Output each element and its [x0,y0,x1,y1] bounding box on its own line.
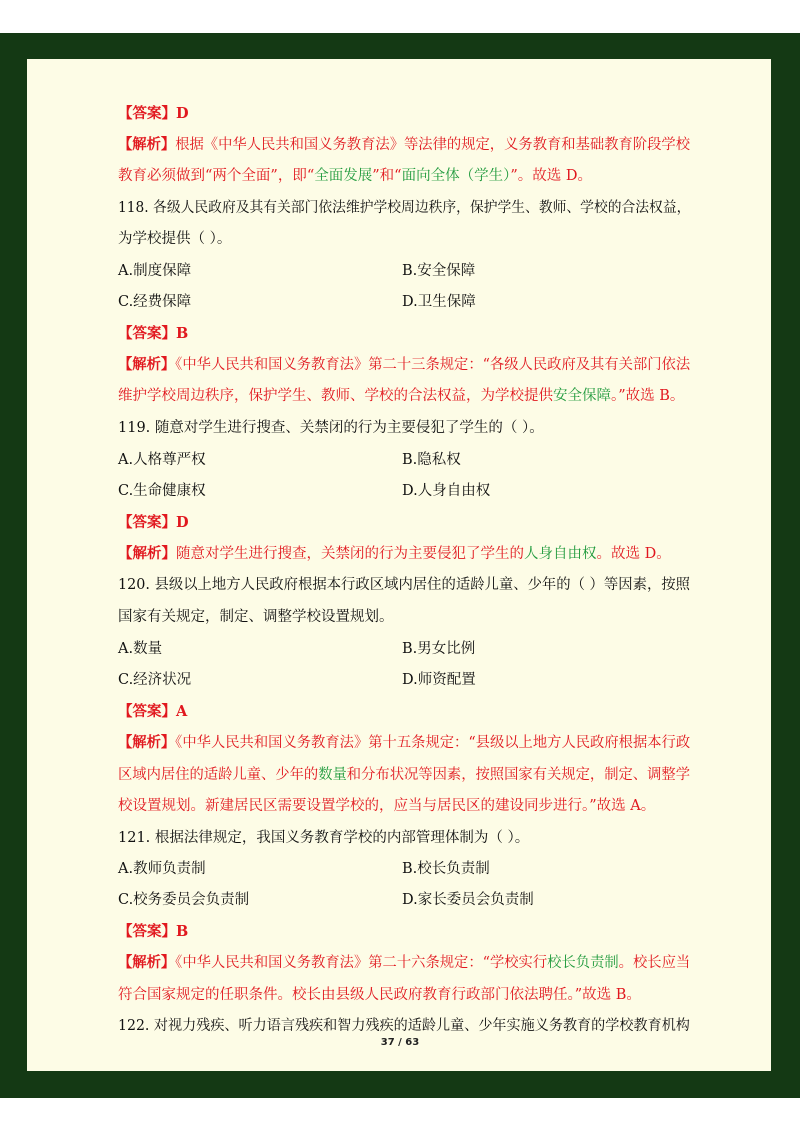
q120-stem-line1: 120. 县级以上地方人民政府根据本行政区域内居住的适龄儿童、少年的（ ）等因素，按照 [118,577,690,593]
analysis-tag: 【解析】 [118,954,176,971]
q118-stem-line2: 为学校提供（ ）。 [118,231,232,247]
q118-stem-line1: 118. 各级人民政府及其有关部门依法维护学校周边秩序，保护学生、教师、学校的合法权益， [118,200,691,216]
q119-option-c: C.生命健康权 [118,483,206,499]
q119-stem-line1: 119. 随意对学生进行搜查、关禁闭的行为主要侵犯了学生的（ ）。 [118,420,544,436]
q119-analysis-line1: 【解析】随意对学生进行搜查，关禁闭的行为主要侵犯了学生的人身自由权。故选 D。 [118,545,671,562]
highlight-keyword: 人身自由权 [524,546,597,562]
q118-option-b: B.安全保障 [402,263,476,279]
q118-option-a: A.制度保障 [118,263,192,279]
highlight-keyword: 校长负责制 [547,955,619,971]
q120-analysis-line2: 区域内居住的适龄儿童、少年的数量和分布状况等因素，按照国家有关规定，制定、调整学 [118,767,690,783]
q120-analysis-line1: 【解析】《中华人民共和国义务教育法》第十五条规定：“县级以上地方人民政府根据本行政 [118,734,691,751]
q117-analysis-line1: 【解析】根据《中华人民共和国义务教育法》等法律的规定，义务教育和基础教育阶段学校 [118,136,690,153]
q121-answer [118,923,188,941]
q120-answer [118,703,187,721]
q121-stem-line1: 121. 根据法律规定，我国义务教育学校的内部管理体制为（ ）。 [118,830,530,846]
answer-value: B [176,923,189,940]
analysis-tag: 【解析】 [118,734,176,751]
q119-option-d: D.人身自由权 [402,483,491,499]
q121-analysis-line2: 符合国家规定的任职条件。校长由县级人民政府教育行政部门依法聘任。”故选 B。 [118,987,641,1003]
q121-option-b: B.校长负责制 [402,861,490,877]
q121-analysis-line1: 【解析】《中华人民共和国义务教育法》第二十六条规定：“学校实行校长负责制。校长应当 [118,954,691,971]
q122-stem-line1: 122. 对视力残疾、听力语言残疾和智力残疾的适龄儿童、少年实施义务教育的学校教育机构 [118,1018,690,1034]
page-number: 37 / 63 [380,1037,420,1048]
analysis-tag: 【解析】 [118,136,176,153]
q120-analysis-line3: 校设置规划。新建居民区需要设置学校的，应当与居民区的建设同步进行。”故选 A。 [118,798,656,814]
highlight-keyword: 安全保障 [553,388,611,404]
q121-option-c: C.校务委员会负责制 [118,892,250,908]
answer-value: D [176,514,189,531]
q120-option-b: B.男女比例 [402,641,476,657]
q121-option-d: D.家长委员会负责制 [402,892,534,908]
answer-value: D [176,105,189,122]
q117-analysis-line2: 教育必须做到“两个全面”，即“全面发展”和“面向全体（学生）”。故选 D。 [118,168,592,184]
q118-analysis-line1: 【解析】《中华人民共和国义务教育法》第二十三条规定：“各级人民政府及其有关部门依法 [118,356,691,373]
q118-option-d: D.卫生保障 [402,294,476,310]
highlight-keyword: 数量 [318,767,347,783]
q119-option-a: A.人格尊严权 [118,452,206,468]
answer-value: A [176,703,188,720]
answer-tag: 【答案】 [118,703,176,720]
analysis-tag: 【解析】 [118,356,176,373]
answer-tag: 【答案】 [118,514,176,531]
q117-answer [118,105,189,123]
answer-tag: 【答案】 [118,105,176,122]
q120-option-c: C.经济状况 [118,672,192,688]
q119-option-b: B.隐私权 [402,452,461,468]
highlight-keyword: 全面发展 [314,168,373,184]
answer-value: B [176,325,189,342]
q120-option-d: D.师资配置 [402,672,476,688]
analysis-tag: 【解析】 [118,545,176,562]
q118-analysis-line2: 维护学校周边秩序，保护学生、教师、学校的合法权益，为学校提供安全保障。”故选 B。 [118,388,685,404]
answer-tag: 【答案】 [118,923,176,940]
q120-option-a: A.数量 [118,641,163,657]
q118-option-c: C.经费保障 [118,294,192,310]
q118-answer [118,325,188,343]
answer-tag: 【答案】 [118,325,176,342]
q120-stem-line2: 国家有关规定，制定、调整学校设置规划。 [118,609,394,625]
q119-answer [118,514,189,532]
q121-option-a: A.教师负责制 [118,861,206,877]
highlight-keyword: 面向全体（学生） [401,168,511,184]
